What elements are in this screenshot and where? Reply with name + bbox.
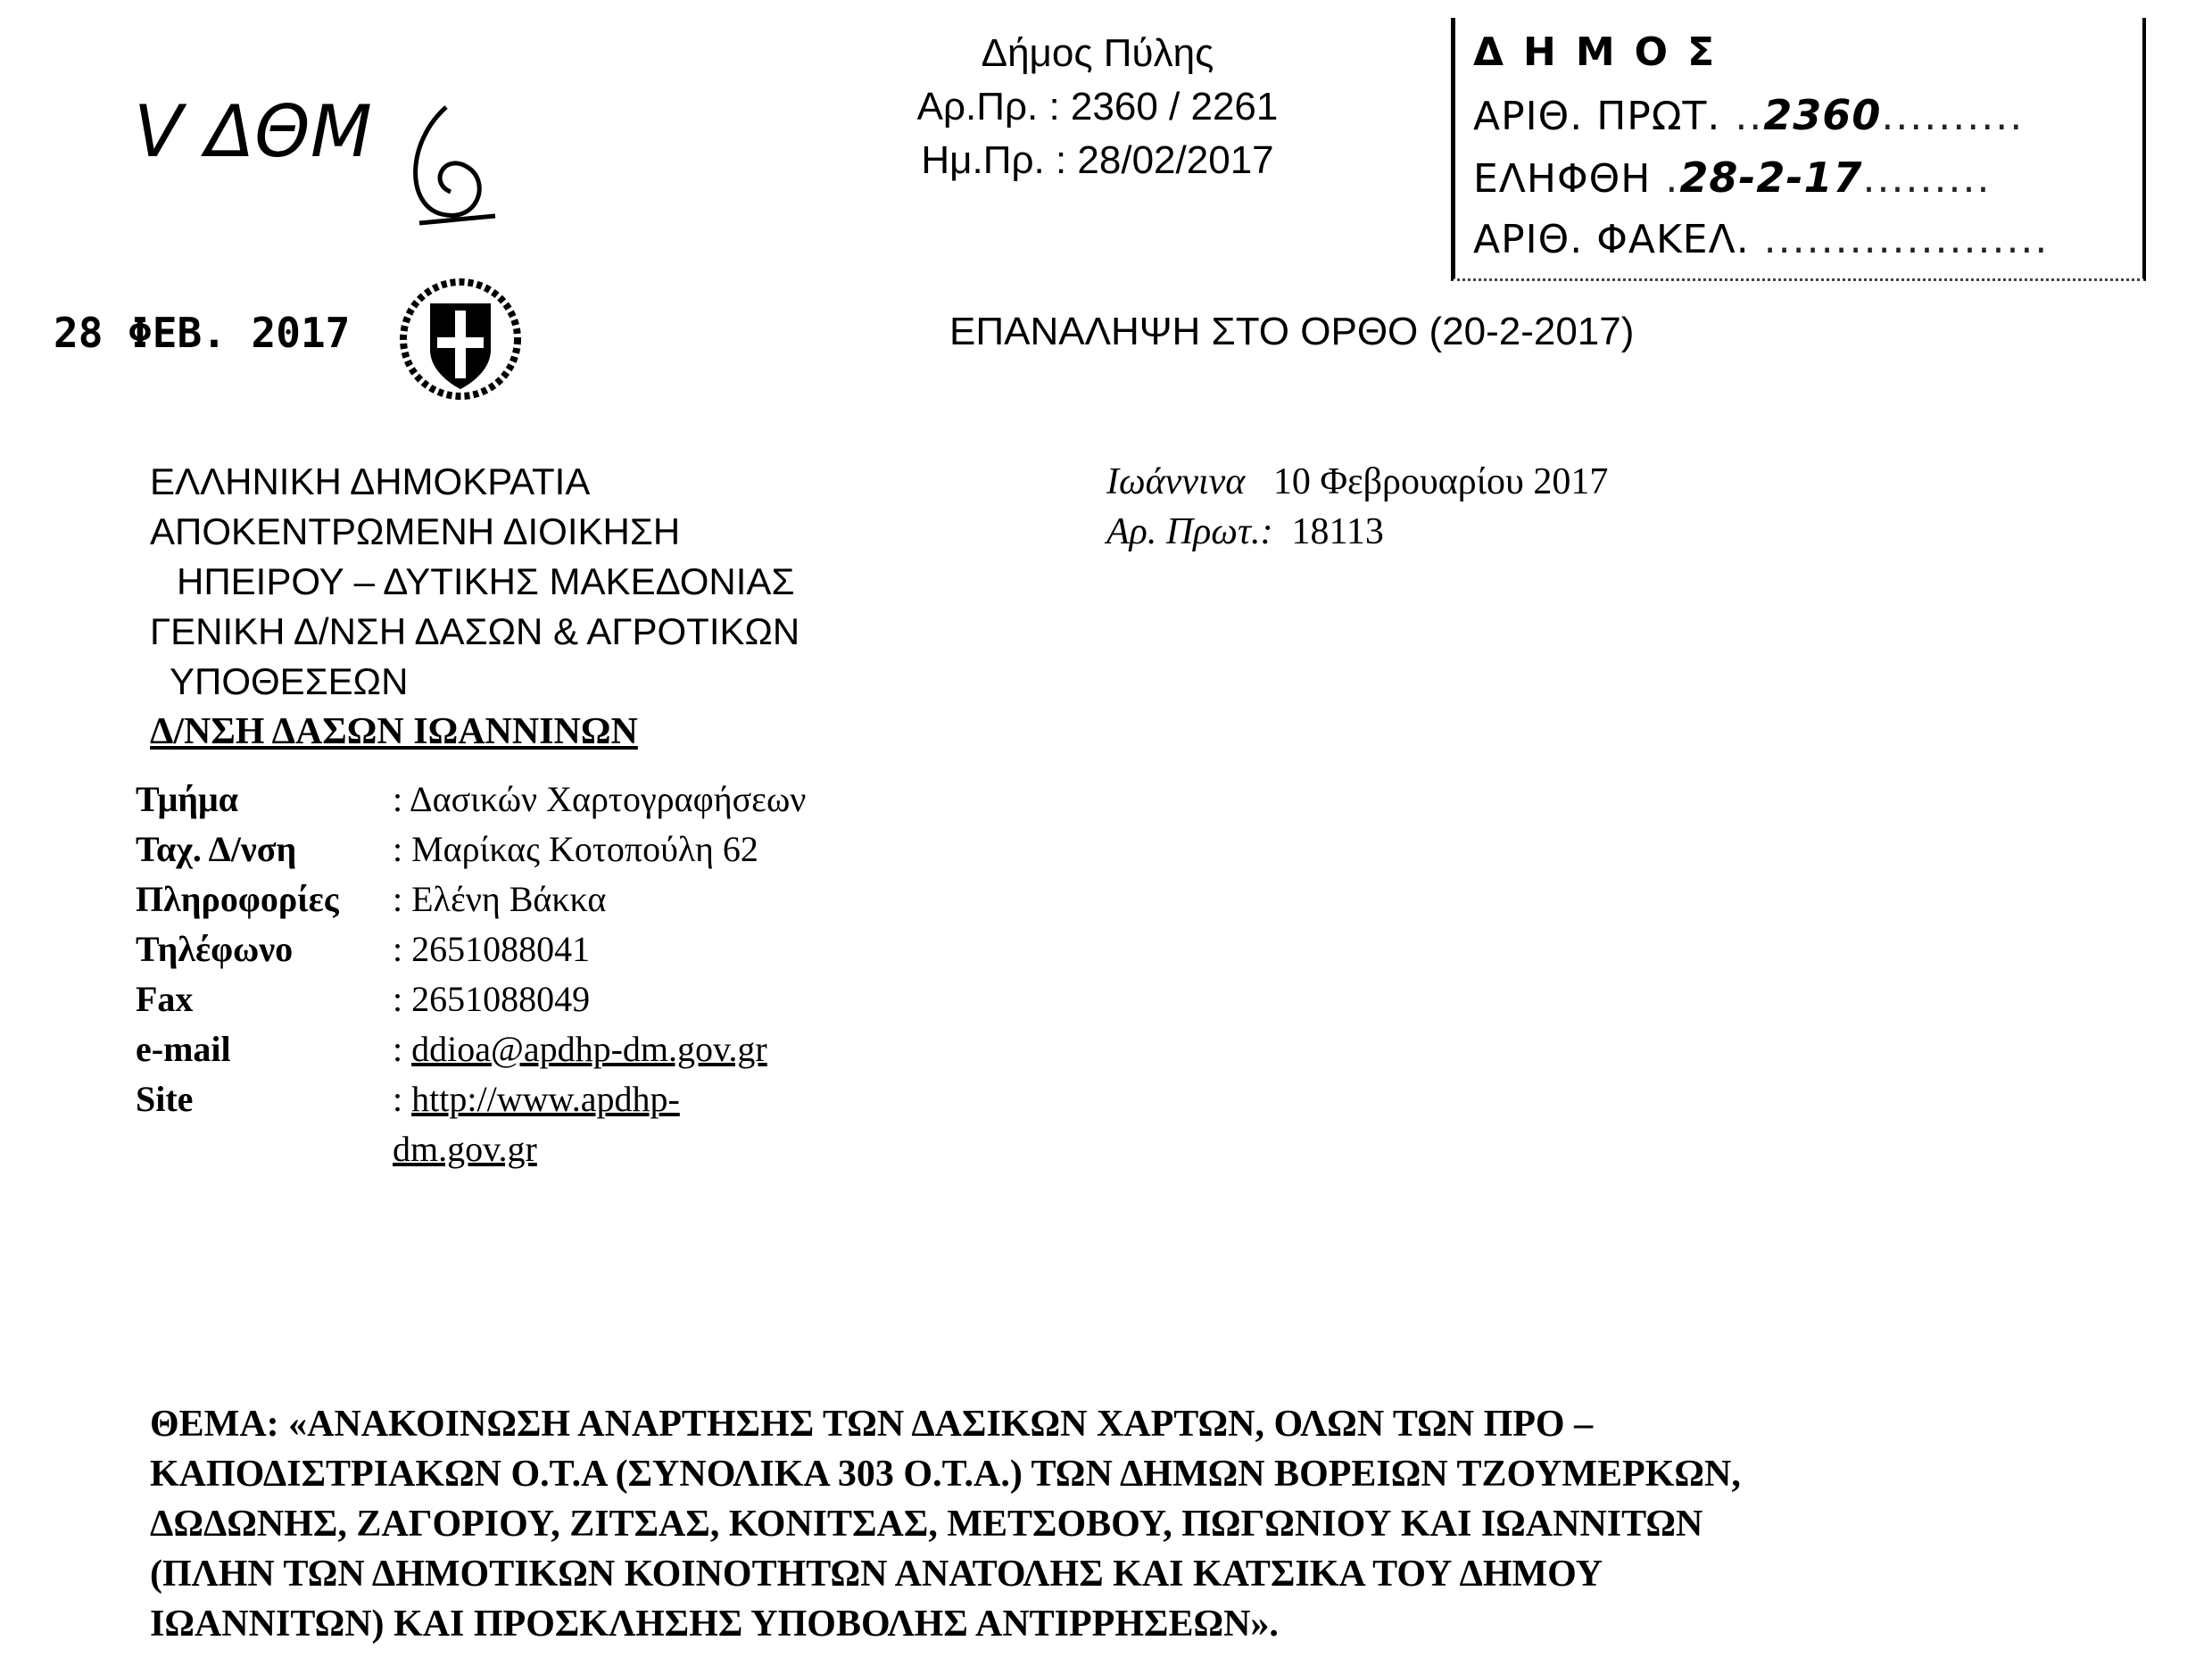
sender-line: ΗΠΕΙΡΟΥ – ΔΥΤΙΚΗΣ ΜΑΚΕΔΟΝΙΑΣ: [177, 560, 795, 602]
sender-line: ΥΠΟΘΕΣΕΩΝ: [170, 660, 409, 702]
contact-row-fax: Fax : 2651088049: [136, 979, 591, 1019]
contact-row-email: e-mail : ddioa@apdhp-dm.gov.gr: [136, 1029, 767, 1069]
email-link[interactable]: ddioa@apdhp-dm.gov.gr: [411, 1029, 767, 1069]
sender-line: ΑΠΟΚΕΝΤΡΩΜΕΝΗ ΔΙΟΙΚΗΣΗ: [150, 510, 681, 552]
contact-row-info: Πληροφορίες : Ελένη Βάκκα: [136, 879, 607, 919]
stamp-folder-label: ΑΡΙΘ. ΦΑΚΕΛ.: [1473, 217, 1750, 262]
contact-row-site-cont: [136, 1124, 806, 1174]
sender-directorate: Δ/ΝΣΗ ΔΑΣΩΝ ΙΩΑΝΝΙΝΩΝ: [150, 711, 638, 752]
subject-line: ΘΕΜΑ: «ΑΝΑΚΟΙΝΩΣΗ ΑΝΑΡΤΗΣΗΣ ΤΩΝ ΔΑΣΙΚΩΝ ΧΑΡΤΩΝ, ΟΛΩΝ ΤΩΝ ΠΡΟ –: [150, 1404, 1594, 1445]
coat-of-arms-icon: [393, 268, 528, 403]
subject-line: ΔΩΔΩΝΗΣ, ΖΑΓΟΡΙΟΥ, ΖΙΤΣΑΣ, ΚΟΝΙΤΣΑΣ, ΜΕΤΣΟΒΟΥ, ΠΩΓΩΝΙΟΥ ΚΑΙ ΙΩΑΝΝΙΤΩΝ: [150, 1504, 1703, 1545]
sender-line: ΕΛΛΗΝΙΚΗ ΔΗΜΟΚΡΑΤΙΑ: [150, 460, 591, 502]
stamp-received-label: ΕΛΗΦΘΗ: [1473, 156, 1652, 202]
protocol-label: Αρ. Πρωτ.:: [1106, 511, 1273, 552]
signature-icon: [393, 98, 509, 232]
subject-line: (ΠΛΗΝ ΤΩΝ ΔΗΜΟΤΙΚΩΝ ΚΟΙΝΟΤΗΤΩΝ ΑΝΑΤΟΛΗΣ ΚΑΙ ΚΑΤΣΙΚΑ ΤΟΥ ΔΗΜΟΥ: [150, 1554, 1603, 1595]
letter-date: 10 Φεβρουαρίου 2017: [1272, 461, 1609, 502]
contact-row-department: Τμήμα : Δασικών Χαρτογραφήσεων: [136, 779, 807, 819]
municipality-name: Δήμος Πύλης: [981, 31, 1214, 75]
stamp-protocol-label: ΑΡΙΘ. ΠΡΩΤ.: [1473, 94, 1721, 139]
contact-row-phone: Τηλέφωνο : 2651088041: [136, 929, 591, 969]
date-stamp: 28 ΦΕΒ. 2017: [54, 309, 351, 357]
contact-row-site: Site : http://www.apdhp-: [136, 1079, 680, 1119]
stamp-folder-row: ΑΡΙΘ. ΦΑΚΕΛ. ....................: [1473, 217, 2050, 262]
place: Ιωάννινα: [1106, 461, 1246, 502]
contact-row-address: Ταχ. Δ/νση : Μαρίκας Κοτοπούλη 62: [136, 829, 758, 869]
handwritten-note: V ΔΘΜ: [134, 90, 372, 173]
subject: [150, 1399, 1741, 1649]
stamp-protocol-value: 2360: [1763, 91, 1882, 139]
subject-line: ΙΩΑΝΝΙΤΩΝ) ΚΑΙ ΠΡΟΣΚΛΗΣΗΣ ΥΠΟΒΟΛΗΣ ΑΝΤΙΡΡΗΣΕΩΝ».: [150, 1604, 1279, 1645]
registry-protocol-number: Αρ.Πρ. : 2360 / 2261: [916, 85, 1279, 128]
stamp-protocol-row: ΑΡΙΘ. ΠΡΩΤ. ..2360..........: [1473, 91, 2025, 139]
repeat-note: ΕΠΑΝΑΛΗΨΗ ΣΤΟ ΟΡΘΟ (20-2-2017): [949, 310, 1635, 353]
place-date: [1106, 457, 1608, 557]
site-link[interactable]: http://www.apdhp-: [411, 1079, 680, 1119]
protocol-value: 18113: [1291, 511, 1384, 552]
received-stamp: [1451, 18, 2146, 281]
stamp-received-value: 28-2-17: [1679, 153, 1863, 202]
contact-table: [136, 775, 806, 1174]
site-link-continued[interactable]: dm.gov.gr: [393, 1129, 537, 1169]
stamp-title: ΔΗΜΟΣ: [1473, 29, 1735, 75]
registry-protocol-date: Ημ.Πρ. : 28/02/2017: [921, 138, 1274, 182]
sender-block: [150, 457, 799, 757]
registry-header: [857, 27, 1338, 187]
stamp-received-row: ΕΛΗΦΘΗ .28-2-17.........: [1473, 153, 1992, 202]
subject-line: ΚΑΠΟΔΙΣΤΡΙΑΚΩΝ Ο.Τ.Α (ΣΥΝΟΛΙΚΑ 303 Ο.Τ.Α.) ΤΩΝ ΔΗΜΩΝ ΒΟΡΕΙΩΝ ΤΖΟΥΜΕΡΚΩΝ,: [150, 1454, 1741, 1495]
sender-line: ΓΕΝΙΚΗ Δ/ΝΣΗ ΔΑΣΩΝ & ΑΓΡΟΤΙΚΩΝ: [150, 610, 800, 652]
